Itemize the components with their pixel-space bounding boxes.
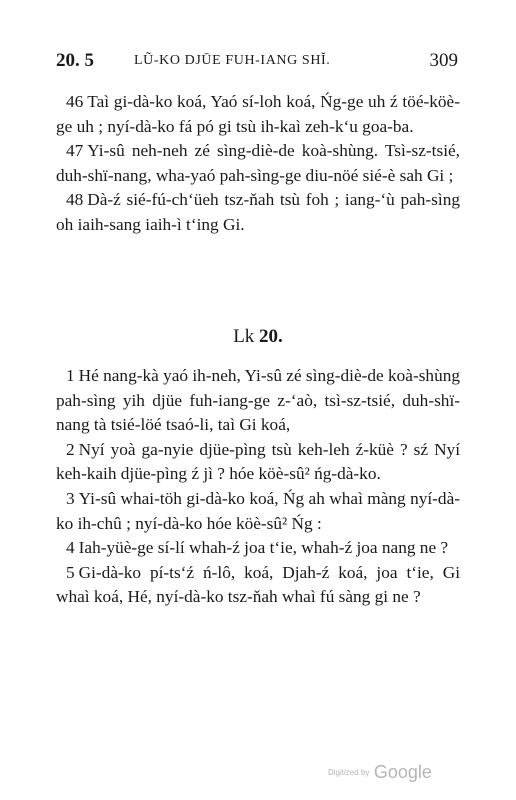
page-number: 309 [429, 50, 458, 71]
verse-text: Hé nang-kà yaó ih-neh, Yi-sû zé sìng-diè-de koà-shùng pah-sìng yih djüe fuh-iang-ge z-‘aò, tsì-sz-tsié, duh-shï-nang tà tsié-löé tsaó-li, taì Gi koá, [56, 366, 460, 435]
verse-number: 1 [66, 366, 75, 385]
verse-text: Nyí yoà ga-nyie djüe-pìng tsù keh-leh ź-küè ? sź Nyí keh-kaih djüe-pìng ź jì ? hóe köè-sû² ńg-dà-ko. [56, 439, 460, 484]
verse-number: 2 [66, 439, 75, 459]
verse-text: Gi-dà-ko pí-ts‘ź ń-lô, koá, Djah-ź koá, joa t‘ie, Gi whaì koá, Hé, nyí-dà-ko tsz-ňah whaì fú sàng gi ne ? [56, 562, 460, 607]
verse-5 [56, 561, 460, 610]
chapter-number: 20. [259, 326, 283, 347]
digitized-watermark [328, 762, 432, 783]
section-reference: 20. 5 [56, 50, 94, 71]
page-header [56, 50, 458, 74]
verses-chapter [56, 364, 460, 610]
verse-1 [56, 364, 460, 438]
watermark-prefix: Digitized by [328, 768, 370, 777]
verse-text: Yi-sû neh-neh zé sìng-diè-de koà-shùng. Tsì-sz-tsié, duh-shï-nang, wha-yaó pah-sìng-ge diu-nöé sié-è sah Gi ; [56, 141, 460, 185]
chapter-book: Lk [233, 326, 255, 347]
verse-48 [56, 188, 460, 237]
verse-4 [56, 536, 460, 561]
verse-number: 5 [66, 562, 75, 582]
verse-number: 46 [66, 92, 84, 111]
chapter-heading [0, 326, 516, 348]
verse-text: Dà-ź sié-fú-ch‘üeh tsz-ňah tsù foh ; iang-‘ù pah-sìng oh iaih-sang iaih-ì t‘ing Gi. [56, 190, 460, 234]
verse-47 [56, 139, 460, 188]
verse-number: 4 [66, 538, 75, 558]
verse-text: Yi-sû whai-töh gi-dà-ko koá, Ńg ah whaì màng nyí-dà-ko ih-chû ; nyí-dà-ko hóe köè-sû² Ńg : [56, 488, 460, 533]
verse-text: Iah-yüè-ge sí-lí whah-ź joa t‘ie, whah-ź joa nang ne ? [78, 538, 449, 558]
verse-text: Taì gi-dà-ko koá, Yaó sí-loh koá, Ńg-ge uh ź töé-köè-ge uh ; nyí-dà-ko fá pó gi tsù ih-kaì zeh-k‘u goa-ba. [56, 92, 460, 136]
verse-number: 3 [66, 488, 75, 508]
google-logo: Google [373, 762, 432, 782]
running-title: LŨ-KO DJŪE FUH-IANG SHĬ. [134, 53, 331, 68]
verse-46 [56, 90, 460, 139]
verse-2 [56, 438, 460, 487]
verse-number: 48 [66, 190, 84, 210]
verses-top [56, 90, 460, 238]
verse-3 [56, 487, 460, 536]
verse-number: 47 [66, 141, 84, 161]
